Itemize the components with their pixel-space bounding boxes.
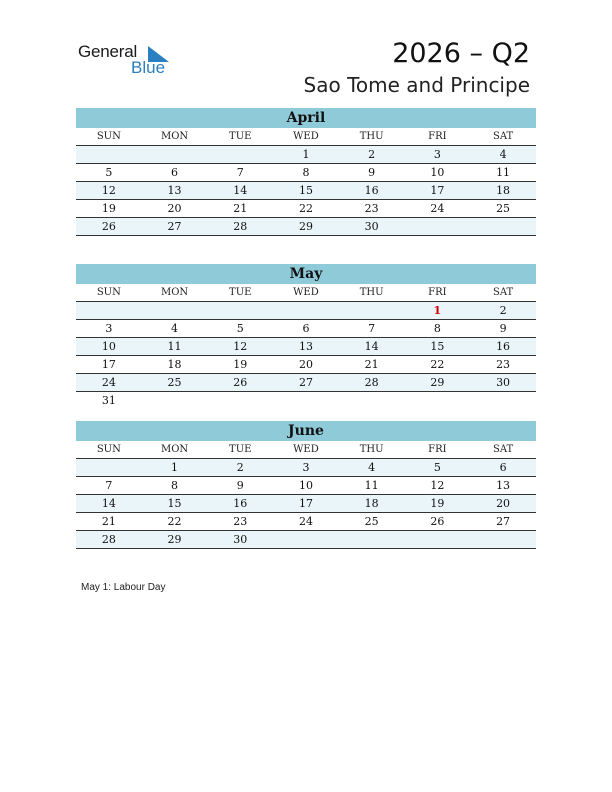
day-cell: 19 xyxy=(430,497,445,510)
day-cell: 3 xyxy=(105,322,113,335)
day-cell: 27 xyxy=(298,376,313,389)
week-row xyxy=(76,200,536,218)
day-cell: 30 xyxy=(496,376,511,389)
month-june xyxy=(76,421,536,549)
day-cell: 16 xyxy=(496,340,511,353)
day-cell: 30 xyxy=(364,220,379,233)
day-cell: 18 xyxy=(496,184,511,197)
day-cell: 12 xyxy=(430,479,445,492)
day-cell: 23 xyxy=(496,358,511,371)
day-cell: 17 xyxy=(101,358,116,371)
weekday-label: MON xyxy=(160,444,189,455)
month-header: June xyxy=(76,421,536,441)
weekday-label: WED xyxy=(293,444,319,455)
day-cell: 25 xyxy=(364,515,379,528)
day-cell: 21 xyxy=(233,202,248,215)
day-cell: 28 xyxy=(364,376,379,389)
weekday-header-row xyxy=(76,284,536,302)
week-row xyxy=(76,374,536,392)
day-cell: 14 xyxy=(233,184,248,197)
day-cell: 2 xyxy=(236,461,244,474)
day-cell: 14 xyxy=(364,340,379,353)
day-cell: 24 xyxy=(430,202,445,215)
day-cell: 3 xyxy=(302,461,310,474)
day-cell: 9 xyxy=(499,322,507,335)
week-row xyxy=(76,513,536,531)
day-cell: 24 xyxy=(298,515,313,528)
day-cell: 23 xyxy=(364,202,379,215)
day-cell: 11 xyxy=(167,340,182,353)
weekday-label: THU xyxy=(359,287,384,298)
day-cell: 11 xyxy=(496,166,511,179)
weekday-label: TUE xyxy=(229,287,252,298)
day-cell: 28 xyxy=(233,220,248,233)
day-cell: 11 xyxy=(364,479,379,492)
week-row xyxy=(76,531,536,549)
day-cell: 17 xyxy=(430,184,445,197)
day-cell: 6 xyxy=(499,461,507,474)
weekday-label: SAT xyxy=(492,444,514,455)
week-row xyxy=(76,477,536,495)
day-cell: 15 xyxy=(430,340,445,353)
day-cell: 24 xyxy=(101,376,116,389)
holiday-note: May 1: Labour Day xyxy=(81,582,166,593)
day-cell: 16 xyxy=(364,184,379,197)
week-row xyxy=(76,164,536,182)
day-cell: 26 xyxy=(233,376,248,389)
day-cell: 7 xyxy=(105,479,113,492)
day-cell: 19 xyxy=(101,202,116,215)
day-cell: 10 xyxy=(298,479,313,492)
weekday-label: SUN xyxy=(96,131,121,142)
day-cell: 3 xyxy=(433,148,441,161)
logo xyxy=(78,42,178,82)
day-cell: 4 xyxy=(171,322,179,335)
day-cell: 31 xyxy=(101,394,116,407)
weekday-label: FRI xyxy=(428,287,447,298)
day-cell: 25 xyxy=(496,202,511,215)
week-row xyxy=(76,218,536,236)
day-cell: 13 xyxy=(167,184,182,197)
day-cell: 15 xyxy=(167,497,182,510)
day-cell: 8 xyxy=(171,479,179,492)
logo-text-blue: Blue xyxy=(131,58,166,77)
weekday-label: FRI xyxy=(428,131,447,142)
day-cell: 5 xyxy=(105,166,113,179)
weekday-label: SAT xyxy=(492,287,514,298)
day-cell: 17 xyxy=(298,497,313,510)
day-cell: 25 xyxy=(167,376,182,389)
day-cell: 8 xyxy=(433,322,441,335)
day-cell: 28 xyxy=(101,533,116,546)
weekday-header-row xyxy=(76,128,536,146)
day-cell: 26 xyxy=(430,515,445,528)
day-cell: 10 xyxy=(430,166,445,179)
weekday-label: MON xyxy=(160,287,189,298)
day-cell: 29 xyxy=(298,220,313,233)
weekday-label: MON xyxy=(160,131,189,142)
week-row xyxy=(76,356,536,374)
weekday-label: THU xyxy=(359,131,384,142)
day-cell: 20 xyxy=(167,202,182,215)
day-cell: 19 xyxy=(233,358,248,371)
country-name: Sao Tome and Principe xyxy=(303,73,530,97)
weekday-label: WED xyxy=(293,131,319,142)
day-cell: 20 xyxy=(298,358,313,371)
day-cell: 5 xyxy=(433,461,441,474)
weekday-label: SUN xyxy=(96,287,121,298)
day-cell: 7 xyxy=(236,166,244,179)
week-row xyxy=(76,146,536,164)
day-cell: 5 xyxy=(236,322,244,335)
day-cell: 1 xyxy=(302,148,310,161)
day-cell: 10 xyxy=(101,340,116,353)
week-row xyxy=(76,338,536,356)
day-cell: 30 xyxy=(233,533,248,546)
logo-text-general: General xyxy=(78,42,138,61)
day-cell: 12 xyxy=(233,340,248,353)
day-cell: 18 xyxy=(167,358,182,371)
holiday-day-cell: 1 xyxy=(433,304,442,317)
day-cell: 9 xyxy=(368,166,376,179)
day-cell: 2 xyxy=(499,304,507,317)
weekday-label: THU xyxy=(359,444,384,455)
day-cell: 7 xyxy=(368,322,376,335)
weekday-label: SUN xyxy=(96,444,121,455)
weekday-header-row xyxy=(76,441,536,459)
month-header: April xyxy=(76,108,536,128)
day-cell: 21 xyxy=(101,515,116,528)
day-cell: 9 xyxy=(236,479,244,492)
month-header: May xyxy=(76,264,536,284)
day-cell: 27 xyxy=(496,515,511,528)
day-cell: 27 xyxy=(167,220,182,233)
day-cell: 20 xyxy=(496,497,511,510)
day-cell: 16 xyxy=(233,497,248,510)
day-cell: 22 xyxy=(298,202,313,215)
day-cell: 6 xyxy=(171,166,179,179)
day-cell: 13 xyxy=(496,479,511,492)
day-cell: 4 xyxy=(368,461,376,474)
day-cell: 29 xyxy=(430,376,445,389)
day-cell: 29 xyxy=(167,533,182,546)
day-cell: 14 xyxy=(101,497,116,510)
day-cell: 4 xyxy=(499,148,507,161)
page-title: 2026 – Q2 xyxy=(392,38,530,69)
week-row xyxy=(76,320,536,338)
weekday-label: SAT xyxy=(492,131,514,142)
day-cell: 8 xyxy=(302,166,310,179)
day-cell: 13 xyxy=(298,340,313,353)
day-cell: 21 xyxy=(364,358,379,371)
weekday-label: TUE xyxy=(229,131,252,142)
weekday-label: TUE xyxy=(229,444,252,455)
day-cell: 22 xyxy=(430,358,445,371)
day-cell: 26 xyxy=(101,220,116,233)
week-row xyxy=(76,459,536,477)
weekday-label: WED xyxy=(293,287,319,298)
day-cell: 6 xyxy=(302,322,310,335)
day-cell: 2 xyxy=(368,148,376,161)
month-may xyxy=(76,264,536,409)
weekday-label: FRI xyxy=(428,444,447,455)
day-cell: 23 xyxy=(233,515,248,528)
day-cell: 12 xyxy=(101,184,116,197)
day-cell: 18 xyxy=(364,497,379,510)
week-row xyxy=(76,302,536,320)
week-row xyxy=(76,182,536,200)
week-row xyxy=(76,495,536,513)
day-cell: 1 xyxy=(171,461,179,474)
day-cell: 22 xyxy=(167,515,182,528)
week-row xyxy=(76,392,536,409)
day-cell: 15 xyxy=(298,184,313,197)
month-april xyxy=(76,108,536,236)
